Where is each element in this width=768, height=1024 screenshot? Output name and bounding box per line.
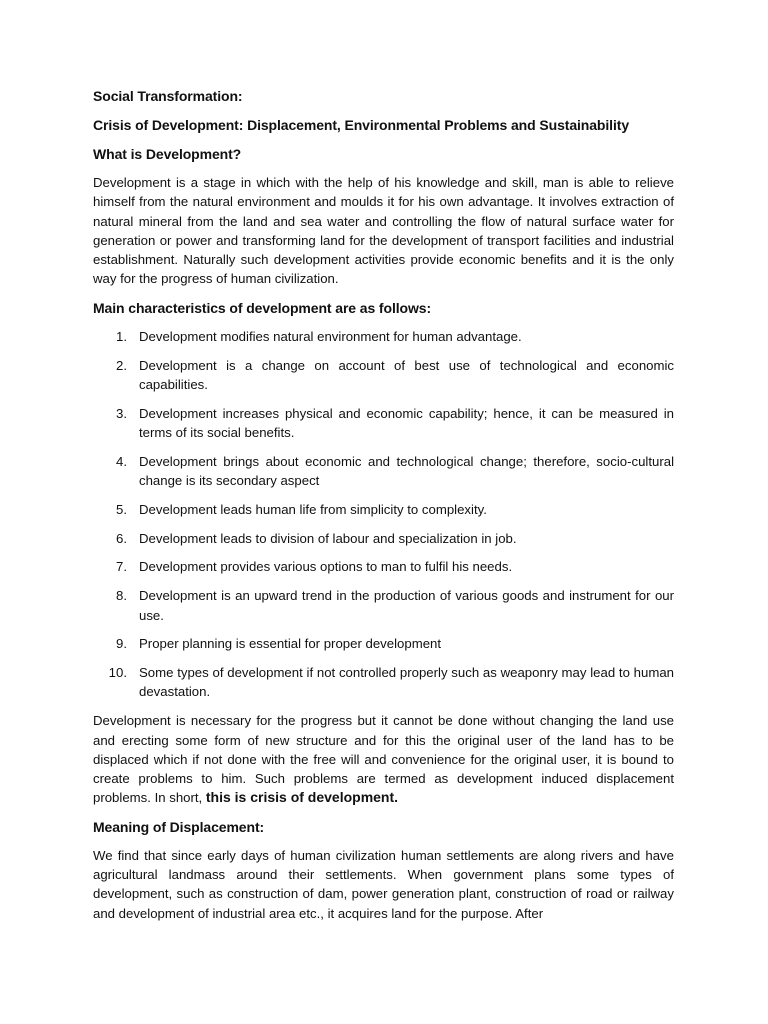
list-item (93, 452, 674, 491)
list-item-number: 10. (108, 665, 127, 681)
list-item-text: Some types of development if not controlled properly such as weaponry may lead to human devastation. (139, 665, 674, 700)
list-item-text: Development increases physical and economic capability; hence, it can be measured in terms of its social benefits. (139, 405, 674, 440)
heading-social-transformation: Social Transformation: (93, 88, 243, 104)
heading-meaning-of-displacement: Meaning of Displacement: (93, 818, 265, 835)
list-item-text: Development is a change on account of best use of technological and economic capabilities. (139, 357, 674, 392)
list-item (93, 356, 674, 395)
paragraph-development-necessary (93, 711, 674, 807)
list-item-number: 9. (116, 636, 127, 652)
list-item-text: Development provides various options to man to fulfil his needs. (139, 559, 513, 575)
paragraph-development-definition: Development is a stage in which with the help of his knowledge and skill, man is able to relieve himself from the natural environment and moulds it for his own advantage. It involves extraction of natural mineral from the land and sea water and controlling the flow of natural surface water for generation or power and transforming land for the development of transport facilities and industrial establishment. Naturally such development activities provide economic benefits and it is the only way for the progress of human civilization. (93, 175, 674, 287)
list-item (93, 557, 674, 576)
heading-crisis-of-development: Crisis of Development: Displacement, Environmental Problems and Sustainability (93, 117, 629, 133)
list-item-number: 8. (116, 588, 127, 604)
list-item (93, 327, 674, 346)
list-item-text: Development leads to division of labour and specialization in job. (139, 530, 517, 546)
list-item (93, 663, 674, 702)
heading-main-characteristics: Main characteristics of development are as follows: (93, 299, 432, 316)
list-item-number: 4. (116, 453, 127, 469)
list-item (93, 404, 674, 443)
paragraph-displacement: We find that since early days of human civilization human settlements are along rivers and have agricultural landmass around their settlements. When government plans some types of development, such as construction of dam, power generation plant, construction of road or railway and development of industrial area etc., it acquires land for the purpose. After (93, 847, 674, 921)
paragraph-development-necessary-text: Development is necessary for the progress but it cannot be done without changing the land use and erecting some form of new structure and for this the original user of the land has to be displaced which if not done with the free will and convenience for the original user, it is bound to create problems to him. Such problems are termed as development induced displacement problems. In short, (93, 713, 674, 806)
document-page (93, 86, 674, 932)
list-item-number: 3. (116, 405, 127, 421)
list-item-text: Proper planning is essential for proper development (139, 636, 442, 652)
list-item (93, 529, 674, 548)
list-item-number: 6. (116, 530, 127, 546)
list-item-text: Development leads human life from simplicity to complexity. (139, 501, 487, 517)
list-item-number: 7. (116, 559, 127, 575)
list-item (93, 586, 674, 625)
list-item-number: 5. (116, 501, 127, 517)
list-item-number: 1. (116, 328, 127, 344)
list-item-number: 2. (116, 357, 127, 373)
list-item (93, 634, 674, 653)
list-item-text: Development is an upward trend in the production of various goods and instrument for our use. (139, 588, 674, 623)
list-item-text: Development brings about economic and technological change; therefore, socio-cultural change is its secondary aspect (139, 453, 674, 489)
list-item (93, 500, 674, 519)
heading-what-is-development: What is Development? (93, 146, 242, 162)
list-item-text: Development modifies natural environment for human advantage. (139, 328, 522, 344)
characteristics-list (93, 327, 674, 702)
crisis-of-development-emphasis: this is crisis of development. (205, 789, 399, 806)
